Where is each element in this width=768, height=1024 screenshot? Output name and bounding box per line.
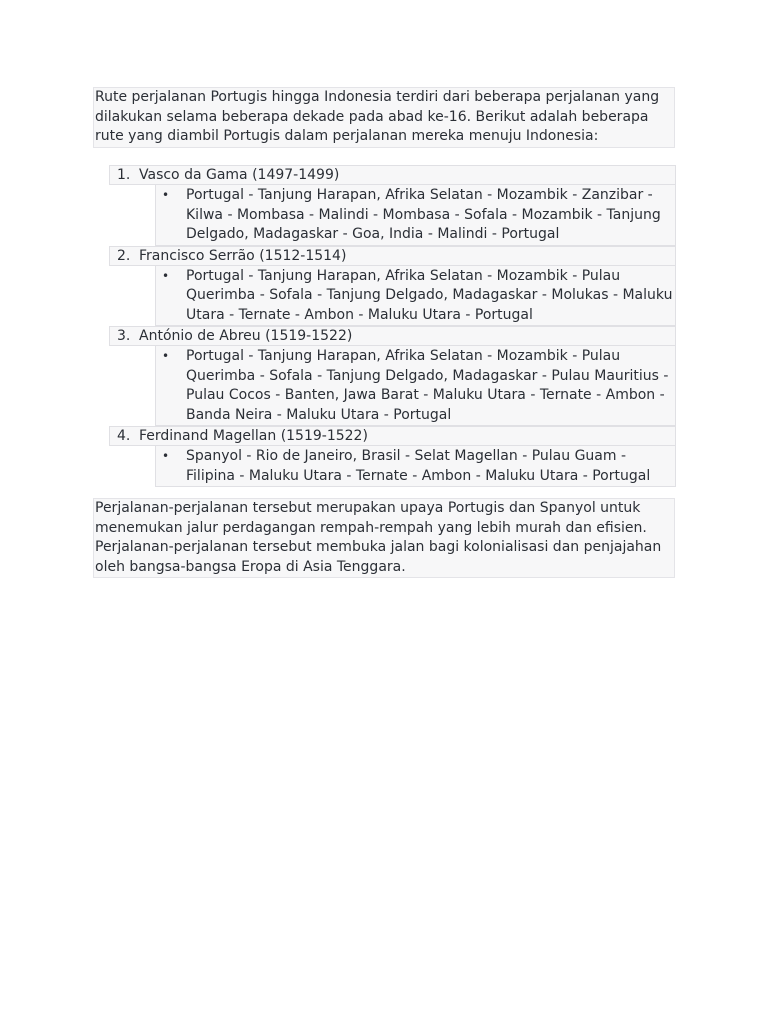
- route-heading: [109, 326, 676, 346]
- route-title: Ferdinand Magellan (1519-1522): [139, 428, 368, 444]
- route-number: 4.: [117, 428, 131, 444]
- route-stops-text: Portugal - Tanjung Harapan, Afrika Selatan - Mozambik - Pulau Querimba - Sofala - Tanjung Delgado, Madagaskar - Molukas - Maluku Utara - Ternate - Ambon - Maluku Utara - Portugal: [186, 267, 673, 323]
- route-stops-text: Portugal - Tanjung Harapan, Afrika Selatan - Mozambik - Pulau Querimba - Sofala - Tanjung Delgado, Madagaskar - Pulau Mauritius - Pulau Cocos - Banten, Jawa Barat - Maluku Utara - Ternate - Ambon - Banda Neira - Maluku Utara - Portugal: [186, 348, 669, 423]
- list-item: [109, 246, 676, 327]
- list-item: [109, 326, 676, 426]
- route-heading: [109, 426, 676, 446]
- bullet-icon: •: [162, 449, 170, 463]
- route-number: 3.: [117, 328, 131, 344]
- route-heading: [109, 246, 676, 266]
- list-item: [109, 165, 676, 246]
- route-stops: [155, 266, 676, 327]
- route-stops: [155, 185, 676, 246]
- bullet-icon: •: [162, 188, 170, 202]
- bullet-icon: •: [162, 268, 170, 283]
- route-title: Vasco da Gama (1497-1499): [139, 167, 340, 183]
- route-stops-text: Spanyol - Rio de Janeiro, Brasil - Selat Magellan - Pulau Guam - Filipina - Maluku Utara - Ternate - Ambon - Maluku Utara - Portugal: [186, 448, 651, 484]
- list-item: [109, 426, 676, 487]
- route-title: António de Abreu (1519-1522): [139, 328, 353, 344]
- route-list: [109, 165, 676, 487]
- route-title: Francisco Serrão (1512-1514): [139, 247, 347, 264]
- route-heading: [109, 165, 676, 185]
- route-stops: [155, 346, 676, 426]
- route-stops: [155, 446, 676, 487]
- closing-paragraph: Perjalanan-perjalanan tersebut merupakan upaya Portugis dan Spanyol untuk menemukan jalur perdagangan rempah-rempah yang lebih murah dan efisien. Perjalanan-perjalanan tersebut membuka jalan bagi kolonialisasi dan penjajahan oleh bangsa-bangsa Eropa di Asia Tenggara.: [93, 498, 675, 578]
- bullet-icon: •: [162, 349, 170, 363]
- intro-paragraph: Rute perjalanan Portugis hingga Indonesia terdiri dari beberapa perjalanan yang dilakukan selama beberapa dekade pada abad ke-16. Berikut adalah beberapa rute yang diambil Portugis dalam perjalanan mereka menuju Indonesia:: [93, 87, 675, 148]
- route-stops-text: Portugal - Tanjung Harapan, Afrika Selatan - Mozambik - Zanzibar - Kilwa - Mombasa - Malindi - Mombasa - Sofala - Mozambik - Tanjung Delgado, Madagaskar - Goa, India - Malindi - Portugal: [186, 187, 661, 242]
- route-number: 2.: [117, 247, 131, 264]
- route-number: 1.: [117, 167, 131, 183]
